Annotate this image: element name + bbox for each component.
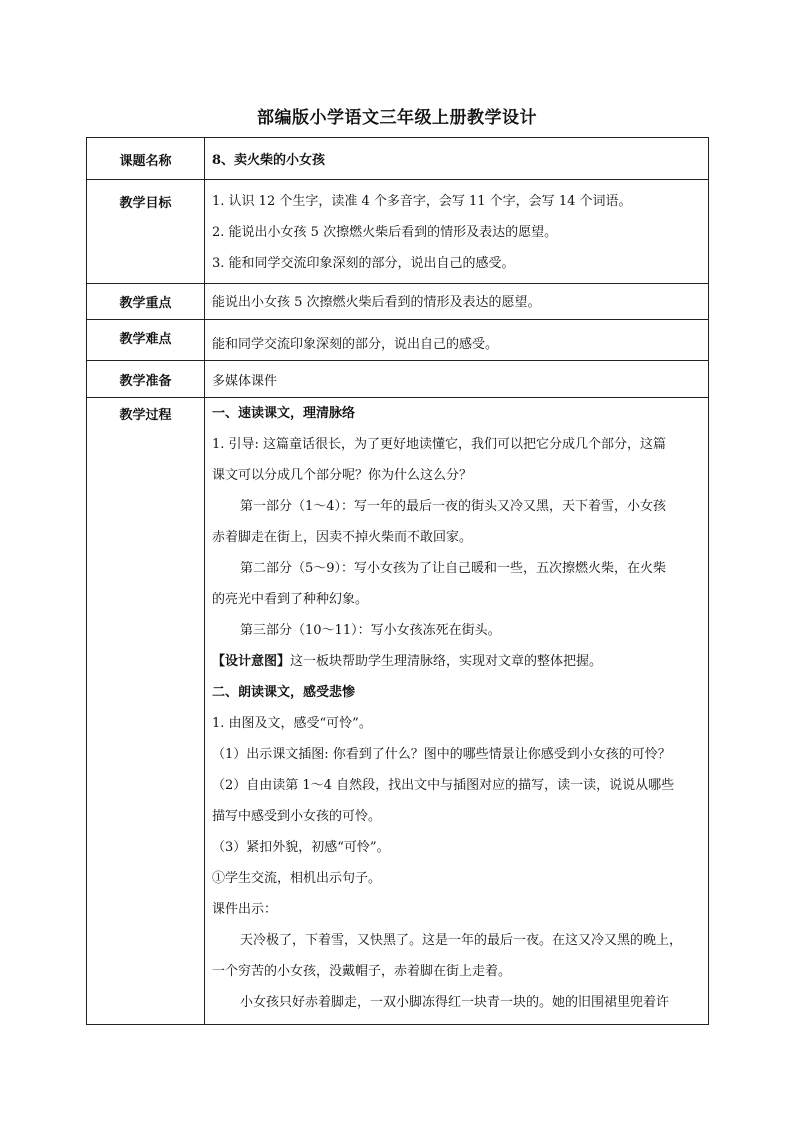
preparation-text: 多媒体课件 [212, 374, 278, 389]
key-points-label: 教学重点 [87, 284, 205, 320]
process-line: （3）紧扣外貌，初感“可怜”。 [212, 840, 390, 855]
course-name-value [205, 138, 709, 180]
difficulties-value [205, 320, 709, 361]
process-line: 课件出示： [212, 902, 278, 917]
section-heading: 一、速读课文，理清脉络 [212, 406, 356, 421]
key-points-value [205, 284, 709, 320]
process-line: 天冷极了，下着雪，又快黑了。这是一年的最后一夜。在这又冷又黑的晚上， [240, 933, 683, 948]
process-line: 描写中感受到小女孩的可怜。 [212, 809, 382, 824]
table-row [87, 284, 709, 320]
process-line: 课文可以分成几个部分呢？你为什么这么分？ [212, 468, 473, 483]
preparation-label: 教学准备 [87, 361, 205, 398]
objective-item: 3. 能和同学交流印象深刻的部分，说出自己的感受。 [212, 256, 515, 271]
course-name-label: 课题名称 [87, 138, 205, 180]
process-line: 第三部分（10～11）：写小女孩冻死在街头。 [240, 623, 501, 638]
course-name-text: 8、卖火柴的小女孩 [212, 153, 326, 168]
process-line: 1. 引导: 这篇童话很长，为了更好地读懂它，我们可以把它分成几个部分，这篇 [212, 437, 667, 452]
objectives-value [205, 180, 709, 284]
document-title: 部编版小学语文三年级上册教学设计 [257, 108, 537, 128]
objective-item: 2. 能说出小女孩 5 次擦燃火柴后看到的情形及表达的愿望。 [212, 225, 558, 240]
process-value [205, 398, 709, 1025]
process-line: （1）出示课文插图: 你看到了什么？图中的哪些情景让你感受到小女孩的可怜？ [212, 747, 671, 762]
difficulties-label: 教学难点 [87, 320, 205, 361]
difficulties-text: 能和同学交流印象深刻的部分，说出自己的感受。 [212, 337, 499, 352]
process-line: 第二部分（5～9）：写小女孩为了让自己暖和一些，五次擦燃火柴，在火柴 [240, 561, 667, 576]
table-row [87, 361, 709, 398]
table-row [87, 138, 709, 180]
process-label: 教学过程 [87, 398, 205, 1025]
table-row [87, 180, 709, 284]
process-line: 第一部分（1～4）：写一年的最后一夜的街头又冷又黑，天下着雪，小女孩 [240, 499, 667, 514]
table-row [87, 398, 709, 1025]
design-intent-tag: 【设计意图】 [212, 654, 291, 669]
process-line: 一个穷苦的小女孩，没戴帽子，赤着脚在街上走着。 [212, 964, 512, 979]
design-intent-text: 这一板块帮助学生理清脉络，实现对文章的整体把握。 [290, 654, 603, 669]
section-heading: 二、朗读课文，感受悲惨 [212, 685, 356, 700]
objectives-label: 教学目标 [87, 180, 205, 284]
table-row [87, 320, 709, 361]
process-line: （2）自由读第 1～4 自然段，找出文中与插图对应的描写，读一读，说说从哪些 [212, 778, 675, 793]
process-line: 赤着脚走在街上，因卖不掉火柴而不敢回家。 [212, 530, 473, 545]
key-points-text: 能说出小女孩 5 次擦燃火柴后看到的情形及表达的愿望。 [212, 295, 541, 310]
objective-item: 1. 认识 12 个生字，读准 4 个多音字，会写 11 个字，会写 14 个词语。 [212, 194, 632, 209]
process-line: ①学生交流，相机出示句子。 [212, 871, 382, 886]
lesson-plan-table [86, 137, 709, 1025]
design-intent [212, 646, 700, 677]
process-line: 1. 由图及文，感受“可怜”。 [212, 716, 372, 731]
process-line: 的亮光中看到了种种幻象。 [212, 592, 369, 607]
process-line: 小女孩只好赤着脚走，一双小脚冻得红一块青一块的。她的旧围裙里兜着许 [240, 995, 670, 1010]
preparation-value [205, 361, 709, 398]
